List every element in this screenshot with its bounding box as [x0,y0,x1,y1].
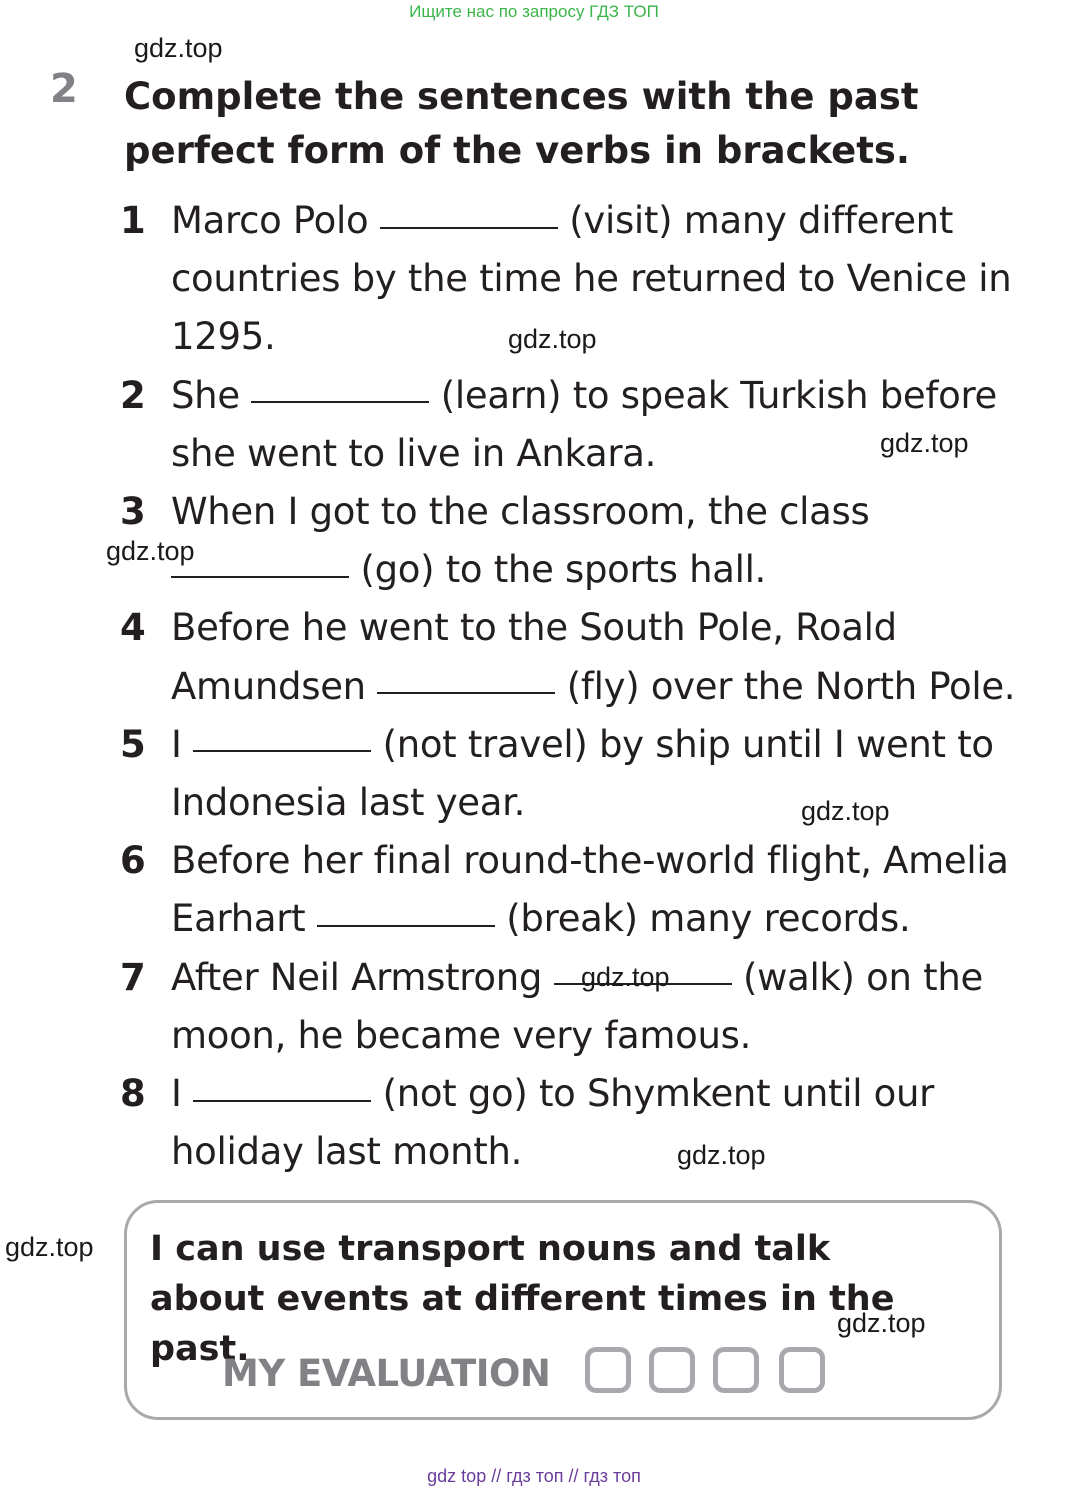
watermark: gdz.top [581,962,670,992]
item-number: 7 [120,955,146,999]
watermark: gdz.top [508,324,597,354]
sentence-item-2 [120,367,1020,483]
sentence-text-after: (visit) many different countries by the time he returned to Venice in 1295. [171,199,1012,359]
answer-blank[interactable] [380,226,558,229]
evaluation-checkbox-1[interactable] [585,1347,631,1393]
sentence-item-3 [120,483,1020,599]
sentence-text-before: Marco Polo [171,199,369,242]
evaluation-checkbox-3[interactable] [713,1347,759,1393]
sentence-text-after: (fly) over the North Pole. [566,664,1016,708]
sentence-text-before: She [171,373,240,417]
sentence-text-after: (not travel) by ship until I went to Indonesia last year. [171,722,994,825]
sentence-text-before: When I got to the classroom, the class [171,490,870,534]
evaluation-checkbox-4[interactable] [779,1347,825,1393]
answer-blank[interactable] [193,749,371,752]
sentence-text-after: (not go) to Shymkent until our holiday last month. [171,1072,935,1174]
exercise-instruction: Complete the sentences with the past perfect form of the verbs in brackets. [124,75,919,172]
item-number: 4 [120,606,146,650]
watermark: gdz.top [5,1232,94,1262]
sentence-item-4 [120,599,1020,715]
sentence-text-after: (learn) to speak Turkish before she went to live in Ankara. [171,373,998,475]
answer-blank[interactable] [251,400,429,403]
answer-blank[interactable] [193,1099,371,1102]
item-number: 1 [120,199,146,242]
exercise-number: 2 [50,66,78,112]
item-number: 8 [120,1072,146,1116]
sentence-text-after: (go) to the sports hall. [360,548,767,592]
evaluation-checkbox-2[interactable] [649,1347,695,1393]
sentence-text-after: (break) many records. [506,897,911,941]
answer-blank[interactable] [377,691,555,694]
answer-blank[interactable] [171,575,349,578]
sentence-text-before: Before her final round-the-world flight, Amelia Earhart [171,839,1009,941]
item-number: 2 [120,373,146,417]
can-do-statement: I can use transport nouns and talk about events at different times in the past. [150,1229,895,1369]
footer-links[interactable]: gdz top // гдз топ // гдз топ [427,1466,641,1486]
sentence-item-8 [120,1065,1020,1181]
watermark: gdz.top [880,428,969,458]
item-number: 5 [120,722,146,766]
watermark: gdz.top [801,796,890,826]
my-evaluation-label: MY EVALUATION [222,1352,551,1395]
watermark: gdz.top [134,33,223,63]
sentence-text-before: I [171,722,182,766]
sentence-item-7 [120,949,1020,1065]
sentence-item-6 [120,832,1020,948]
watermark: gdz.top [677,1140,766,1170]
item-number: 3 [120,490,146,534]
item-number: 6 [120,839,146,883]
watermark: gdz.top [837,1308,926,1338]
sentence-text-after: (walk) on the moon, he became very famous. [171,955,983,1057]
top-banner[interactable]: Ищите нас по запросу ГДЗ ТОП [409,2,659,21]
sentence-text-before: I [171,1072,182,1116]
watermark: gdz.top [106,536,195,566]
sentence-text-before: Before he went to the South Pole, Roald Amundsen [171,606,897,708]
sentence-text-before: After Neil Armstrong [171,955,543,999]
answer-blank[interactable] [317,924,495,927]
